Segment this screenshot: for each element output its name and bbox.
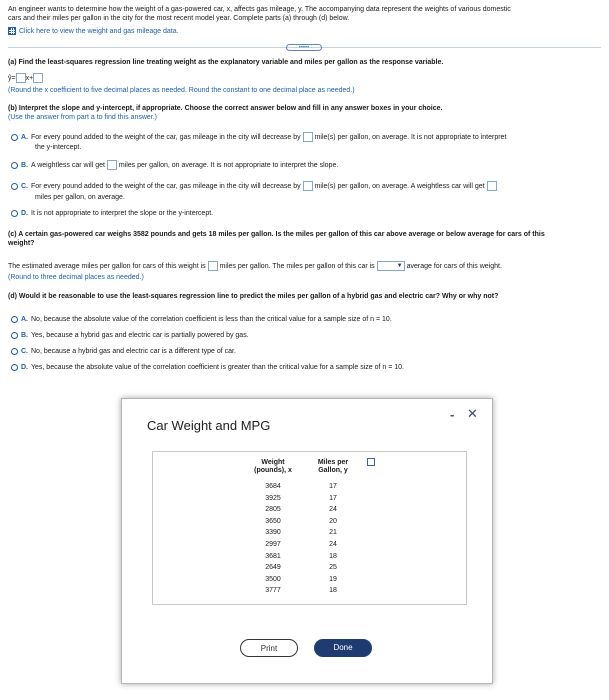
close-icon[interactable]: ✕ [467, 406, 478, 421]
intercept-input[interactable] [33, 73, 43, 83]
cell-mpg: 17 [329, 483, 337, 490]
radio-b-b[interactable] [11, 162, 18, 169]
radio-b-a[interactable] [11, 134, 18, 141]
cell-weight: 3390 [265, 529, 281, 537]
col-header-weight-1: Weight [261, 459, 285, 466]
option-text: miles per gallon, on average. It is not appropriate to interpret the slope. [118, 161, 339, 169]
cell-mpg: 18 [329, 552, 337, 560]
cell-weight: 3925 [265, 494, 281, 502]
option-text: No, because the absolute value of the correlation coefficient is less than the critical value for a sample size of n = 10. [31, 316, 392, 323]
radio-d-d[interactable] [11, 364, 18, 371]
option-text: Yes, because a hybrid gas and electric car is partially powered by gas. [31, 332, 249, 339]
b-c-slope-input[interactable] [303, 181, 313, 191]
option-letter: D. [21, 364, 28, 371]
part-b-option-c-cont: miles per gallon, on average. [35, 194, 125, 201]
cell-mpg: 24 [329, 506, 337, 514]
part-c-question-2: weight? [8, 240, 35, 247]
b-c-intercept-input[interactable] [487, 181, 497, 191]
cell-weight: 2997 [265, 541, 281, 548]
b-b-intercept-input[interactable] [107, 160, 117, 170]
data-link-text[interactable]: Click here to view the weight and gas mileage data. [19, 28, 179, 35]
print-button[interactable]: Print [240, 639, 298, 657]
part-b-option-d[interactable] [11, 209, 213, 218]
data-link[interactable] [8, 27, 179, 36]
radio-d-c[interactable] [11, 348, 18, 355]
radio-d-a[interactable] [11, 316, 18, 323]
option-text: No, because a hybrid gas and electric car is a different type of car. [31, 348, 236, 355]
radio-b-d[interactable] [11, 210, 18, 217]
cell-mpg: 18 [329, 587, 337, 595]
data-table [152, 451, 467, 605]
option-letter: B. [21, 161, 28, 169]
part-b-option-a[interactable] [11, 132, 506, 142]
part-c-answer [8, 261, 502, 271]
cell-weight: 3650 [265, 517, 281, 525]
cell-weight: 3777 [265, 587, 281, 595]
col-header-mpg-1: Miles per [317, 459, 349, 466]
expand-dots-button[interactable]: ••••• [286, 44, 322, 51]
cell-mpg: 25 [329, 564, 337, 572]
option-text: For every pound added to the weight of the car, gas mileage in the city will decrease by [31, 133, 301, 141]
cell-weight: 2649 [265, 564, 281, 572]
col-header-weight-2: (pounds), x [254, 467, 292, 474]
radio-d-b[interactable] [11, 332, 18, 339]
part-b-question: (b) Interpret the slope and y-intercept, if appropriate. Choose the correct answer below and fill in any answer boxes in your choice. [8, 105, 443, 112]
cell-mpg: 24 [329, 541, 337, 548]
option-letter: A. [21, 133, 28, 141]
cell-mpg: 20 [329, 517, 337, 525]
y-hat-label: ŷ= [8, 74, 16, 82]
part-b-option-c[interactable] [11, 181, 497, 191]
option-text: For every pound added to the weight of the car, gas mileage in the city will decrease by [31, 182, 301, 190]
cell-weight: 2805 [265, 506, 281, 514]
option-letter: D. [21, 210, 28, 217]
slope-input[interactable] [16, 73, 26, 83]
modal-title: Car Weight and MPG [147, 418, 271, 433]
radio-b-c[interactable] [11, 183, 18, 190]
option-letter: B. [21, 332, 28, 339]
answer-text: miles per gallon. The miles per gallon of this car is [219, 262, 375, 270]
answer-text: average for cars of this weight. [406, 262, 502, 270]
x-plus-label: x+ [25, 74, 34, 82]
intro-line-1: An engineer wants to determine how the weight of a gas-powered car, x, affects gas mileage, y. The accompanying data represent the weights of various domestic [8, 6, 511, 13]
option-text: It is not appropriate to interpret the slope or the y-intercept. [31, 210, 214, 217]
answer-text: The estimated average miles per gallon for cars of this weight is [8, 262, 206, 270]
option-letter: A. [21, 316, 28, 323]
cell-weight: 3684 [265, 483, 281, 490]
option-letter: C. [21, 348, 28, 355]
estimated-mpg-input[interactable] [208, 261, 218, 271]
part-b-option-a-cont: the y-intercept. [35, 144, 82, 151]
option-text: Yes, because the absolute value of the correlation coefficient is greater than the critical value for a sample size of n = 10. [31, 364, 404, 371]
cell-mpg: 19 [329, 575, 337, 583]
part-d-option-b[interactable] [11, 331, 249, 340]
part-d-option-d[interactable] [11, 363, 404, 372]
option-text: mile(s) per gallon, on average. It is not appropriate to interpret [314, 133, 507, 141]
cell-mpg: 17 [329, 494, 337, 502]
option-letter: C. [21, 182, 28, 190]
done-button[interactable]: Done [314, 639, 372, 657]
b-a-slope-input[interactable] [303, 132, 313, 142]
option-text: mile(s) per gallon, on average. A weightless car will get [314, 182, 485, 190]
part-d-question: (d) Would it be reasonable to use the least-squares regression line to predict the miles per gallon of a hybrid gas and electric car? Why or why not? [8, 293, 499, 300]
cell-mpg: 21 [329, 529, 337, 537]
intro-line-2: cars and their miles per gallon in the city for the most recent model year. Complete parts (a) through (d) below. [8, 15, 350, 22]
part-d-option-a[interactable] [11, 315, 392, 324]
data-modal [121, 398, 493, 684]
col-header-mpg-2: Gallon, y [318, 467, 348, 474]
regression-equation [8, 73, 43, 83]
part-b-option-b[interactable] [11, 160, 338, 170]
minimize-icon[interactable]: - [450, 407, 455, 422]
part-a-hint: (Round the x coefficient to five decimal places as needed. Round the constant to one decimal place as needed.) [8, 87, 355, 94]
part-b-hint: (Use the answer from part a to find this answer.) [8, 114, 158, 121]
copy-icon[interactable] [367, 458, 375, 466]
part-d-option-c[interactable] [11, 347, 236, 356]
part-c-hint: (Round to three decimal places as needed.) [8, 274, 144, 281]
cell-weight: 3500 [265, 575, 281, 583]
above-below-select[interactable] [377, 261, 405, 271]
part-c-question-1: (c) A certain gas-powered car weighs 3582 pounds and gets 18 miles per gallon. Is the miles per gallon of this car above average or below average for cars of this [8, 231, 545, 238]
part-a-question: (a) Find the least-squares regression line treating weight as the explanatory variable and miles per gallon as the response variable. [8, 59, 444, 66]
table-icon [8, 27, 16, 35]
cell-weight: 3681 [265, 552, 281, 560]
option-text: A weightless car will get [31, 161, 105, 169]
